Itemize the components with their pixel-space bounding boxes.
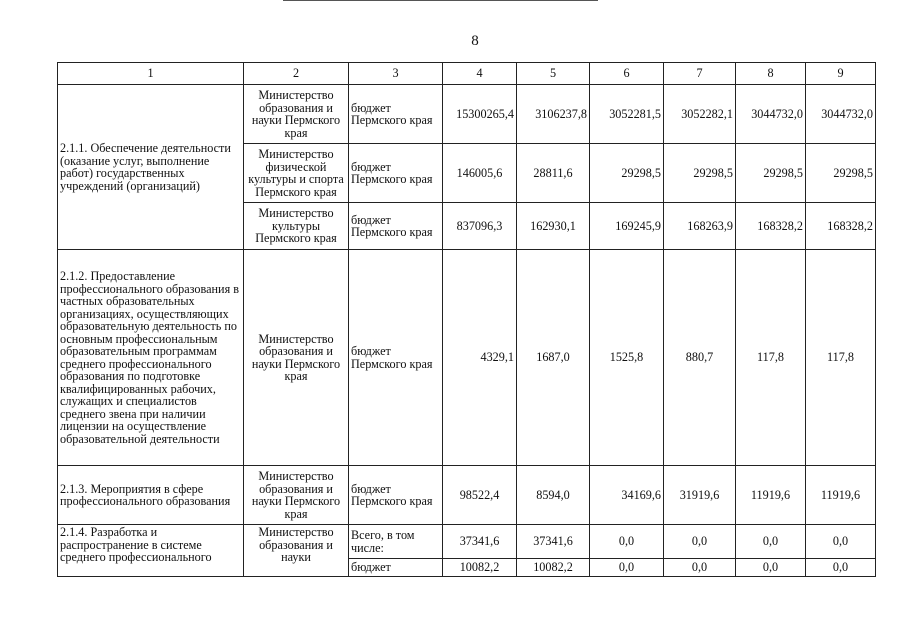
table-row [58,250,876,466]
value-cell: 168328,2 [736,203,806,250]
value-cell: 162930,1 [517,203,590,250]
value-cell: 0,0 [806,559,876,577]
value-cell: 168328,2 [806,203,876,250]
col-header-6: 6 [590,63,664,85]
executor-cell: Министерство образования и науки Пермского края [244,85,349,144]
col-header-3: 3 [349,63,443,85]
source-cell: бюджет Пермского края [349,144,443,203]
source-cell: бюджет Пермского края [349,203,443,250]
value-cell: 37341,6 [517,525,590,559]
value-cell: 28811,6 [517,144,590,203]
value-cell: 31919,6 [664,466,736,525]
value-cell: 0,0 [736,559,806,577]
value-cell: 117,8 [736,250,806,466]
col-header-1: 1 [58,63,244,85]
executor-cell: Министерство образования и науки [244,525,349,577]
col-header-9: 9 [806,63,876,85]
value-cell: 98522,4 [443,466,517,525]
executor-cell: Министерство культуры Пермского края [244,203,349,250]
value-cell: 117,8 [806,250,876,466]
value-cell: 29298,5 [736,144,806,203]
col-header-7: 7 [664,63,736,85]
value-cell: 0,0 [736,525,806,559]
table-row [58,525,876,559]
header-row [58,63,876,85]
value-cell: 880,7 [664,250,736,466]
source-cell: Всего, в том числе: [349,525,443,559]
source-cell: бюджет Пермского края [349,466,443,525]
value-cell: 0,0 [590,525,664,559]
top-rule [283,0,598,1]
item-2-1-2: 2.1.2. Предоставление профессионального образования в частных образовательных организациях, осуществляющих образовательную деятельность по основным профессиональным образовательным программам среднего профессионального образования по подготовке квалифицированных рабочих, служащих и специалистов среднего звена при наличии лицензии на осуществление образовательной деятельности [58,250,244,466]
value-cell: 11919,6 [806,466,876,525]
item-2-1-1: 2.1.1. Обеспечение деятельности (оказание услуг, выполнение работ) государственных учреждений (организаций) [58,85,244,250]
value-cell: 0,0 [806,525,876,559]
value-cell: 168263,9 [664,203,736,250]
value-cell: 3052282,1 [664,85,736,144]
value-cell: 4329,1 [443,250,517,466]
source-cell: бюджет Пермского края [349,85,443,144]
executor-cell: Министерство образования и науки Пермского края [244,250,349,466]
value-cell: 146005,6 [443,144,517,203]
col-header-8: 8 [736,63,806,85]
executor-cell: Министерство образования и науки Пермского края [244,466,349,525]
table-row [58,85,876,144]
item-2-1-4: 2.1.4. Разработка и распространение в системе среднего профессионального [58,525,244,577]
value-cell: 15300265,4 [443,85,517,144]
col-header-2: 2 [244,63,349,85]
value-cell: 34169,6 [590,466,664,525]
value-cell: 169245,9 [590,203,664,250]
value-cell: 29298,5 [806,144,876,203]
value-cell: 3044732,0 [736,85,806,144]
value-cell: 10082,2 [443,559,517,577]
budget-table [57,62,876,577]
value-cell: 0,0 [664,559,736,577]
executor-cell: Министерство физической культуры и спорта Пермского края [244,144,349,203]
source-cell: бюджет [349,559,443,577]
value-cell: 3106237,8 [517,85,590,144]
source-cell: бюджет Пермского края [349,250,443,466]
value-cell: 29298,5 [664,144,736,203]
value-cell: 0,0 [664,525,736,559]
value-cell: 8594,0 [517,466,590,525]
value-cell: 11919,6 [736,466,806,525]
value-cell: 3052281,5 [590,85,664,144]
value-cell: 1525,8 [590,250,664,466]
value-cell: 3044732,0 [806,85,876,144]
page-number: 8 [471,33,479,49]
value-cell: 0,0 [590,559,664,577]
col-header-4: 4 [443,63,517,85]
table-row [58,466,876,525]
col-header-5: 5 [517,63,590,85]
item-2-1-3: 2.1.3. Мероприятия в сфере профессионального образования [58,466,244,525]
value-cell: 29298,5 [590,144,664,203]
value-cell: 10082,2 [517,559,590,577]
value-cell: 37341,6 [443,525,517,559]
value-cell: 1687,0 [517,250,590,466]
value-cell: 837096,3 [443,203,517,250]
